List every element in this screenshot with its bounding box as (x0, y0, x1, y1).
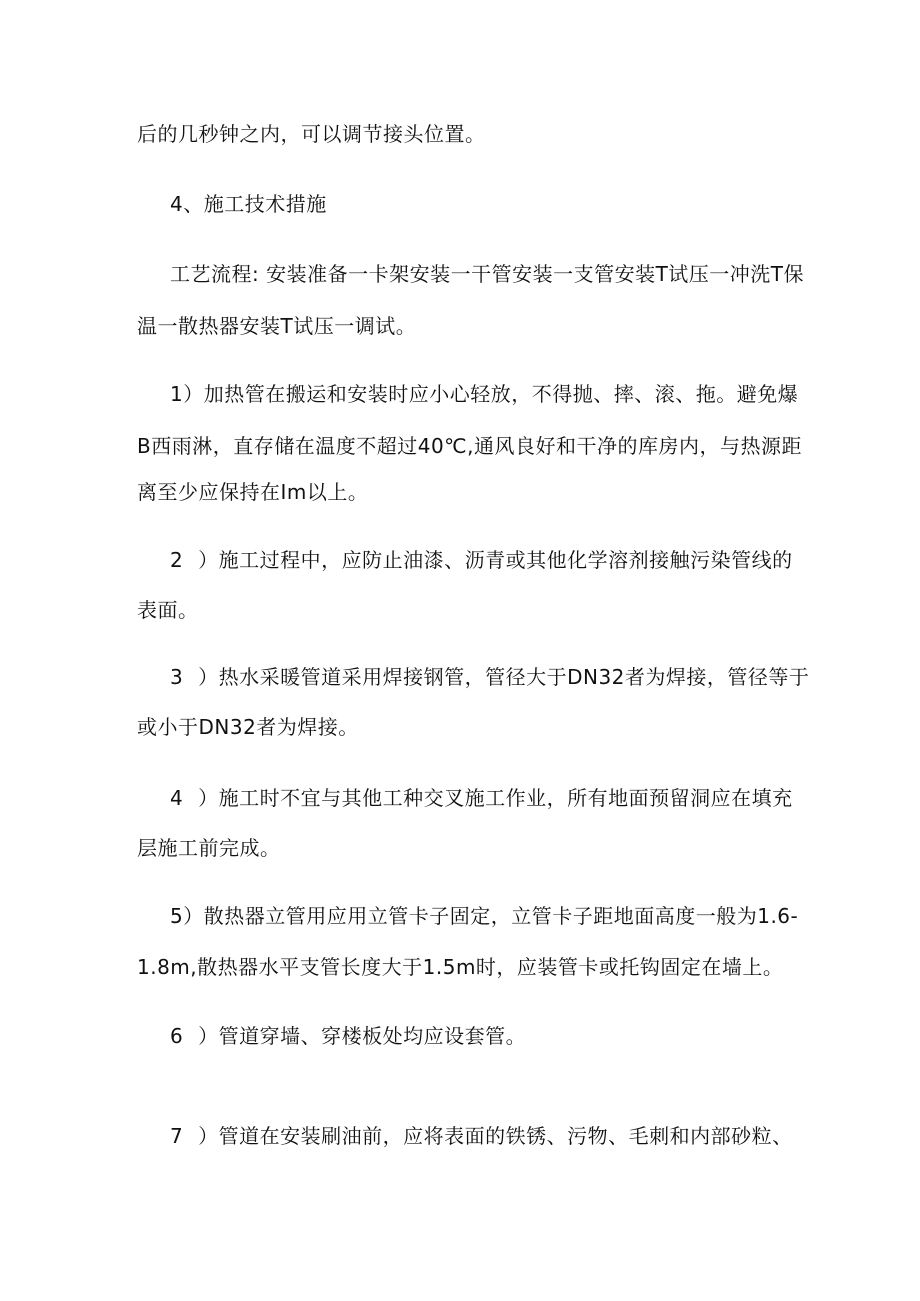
item-1-line-3: 离至少应保持在Im以上。 (137, 480, 369, 504)
item-6-line-1: 6 ）管道穿墙、穿楼板处均应设套管。 (170, 1024, 527, 1048)
item-3-line-1: 3 ）热水采暖管道采用焊接钢管，管径大于DN32者为焊接，管径等于 (170, 665, 810, 689)
item-5-line-1: 5）散热器立管用应用立管卡子固定，立管卡子距地面高度一般为1.6- (170, 904, 799, 928)
item-1-line-1: 1）加热管在搬运和安装时应小心轻放，不得抛、摔、滚、拖。避免爆 (170, 382, 799, 406)
process-flow-line-2: 温一散热器安装T试压一调试。 (137, 314, 417, 338)
item-2-line-1: 2 ）施工过程中，应防止油漆、沥青或其他化学溶剂接触污染管线的 (170, 548, 793, 572)
item-3-line-2: 或小于DN32者为焊接。 (137, 715, 359, 739)
item-4-line-2: 层施工前完成。 (137, 836, 281, 860)
item-5-line-2: 1.8m,散热器水平支管长度大于1.5m时，应装管卡或托钩固定在墙上。 (137, 955, 784, 979)
item-4-line-1: 4 ）施工时不宜与其他工种交叉施工作业，所有地面预留洞应在填充 (170, 786, 793, 810)
process-flow-line-1: 工艺流程: 安装准备一卡架安装一干管安装一支管安装T试压一冲洗T保 (170, 262, 805, 286)
paragraph-continuation-line: 后的几秒钟之内，可以调节接头位置。 (137, 122, 486, 146)
item-2-line-2: 表面。 (137, 598, 199, 622)
section-heading: 4、施工技术措施 (170, 192, 327, 216)
item-1-line-2: B西雨淋，直存储在温度不超过40℃,通风良好和干净的库房内，与热源距 (137, 434, 802, 458)
item-7-line-1: 7 ）管道在安装刷油前，应将表面的铁锈、污物、毛刺和内部砂粒、 (170, 1124, 793, 1148)
